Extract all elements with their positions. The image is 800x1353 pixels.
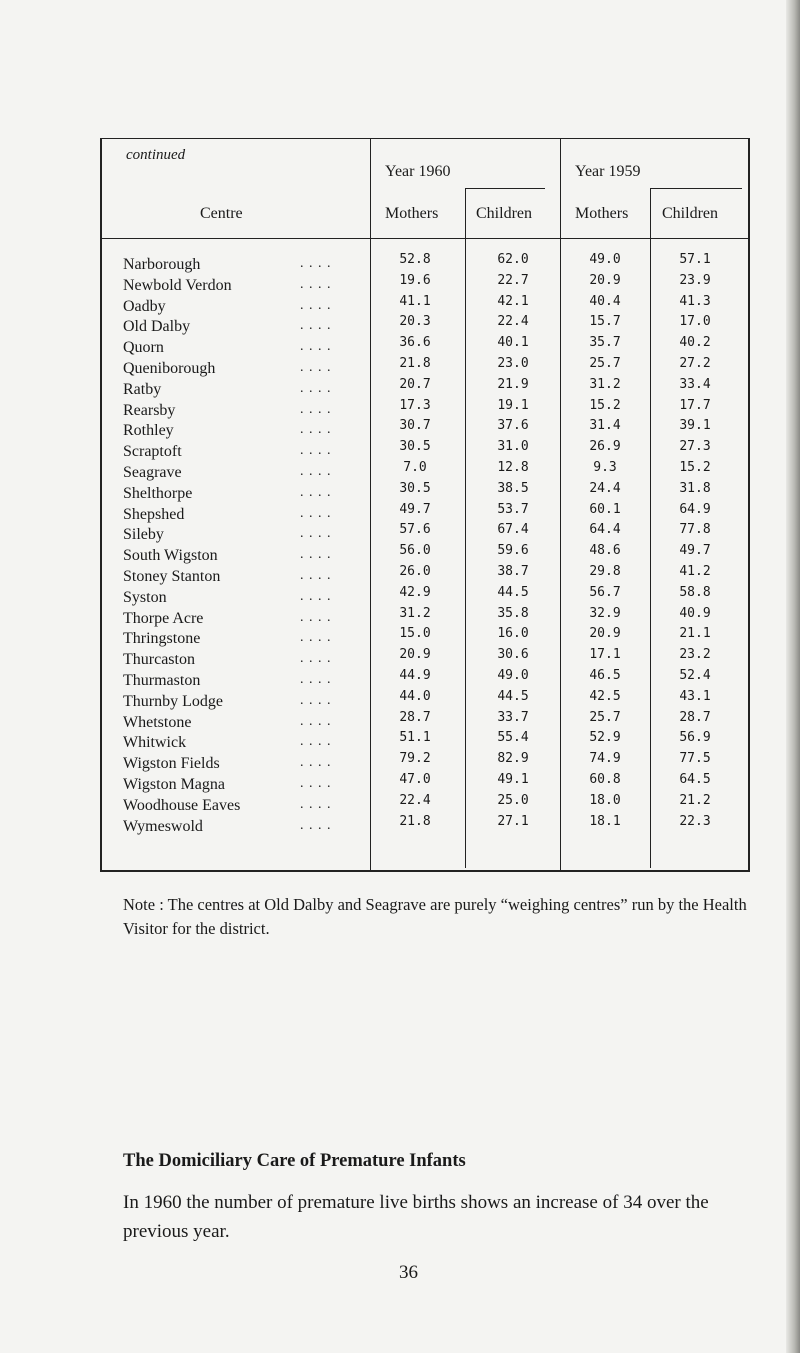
leader-dots: . . . . [300, 484, 332, 500]
mothers-1960-header: Mothers [385, 205, 439, 222]
value-c1960: 53.7 [497, 501, 529, 517]
value-c1959: 23.2 [679, 647, 711, 663]
value-m1959: 9.3 [593, 460, 617, 475]
value-c1960: 44.5 [497, 584, 529, 600]
centre-name: Queniborough [123, 360, 216, 377]
value-c1960: 49.0 [497, 668, 529, 683]
value-c1959: 77.8 [679, 522, 711, 538]
value-c1960: 16.0 [497, 626, 529, 642]
leader-dots: . . . . [300, 734, 332, 750]
value-m1960: 42.9 [399, 584, 431, 600]
value-c1959: 41.2 [679, 564, 711, 579]
value-m1959: 46.5 [589, 668, 621, 683]
page-number: 36 [399, 1262, 418, 1283]
centre-name: Whetstone [123, 713, 192, 731]
centre-name: Stoney Stanton [123, 568, 221, 585]
value-m1960: 49.7 [399, 501, 431, 517]
centre-name: Ratby [123, 380, 162, 398]
value-m1959: 64.4 [589, 522, 621, 538]
leader-dots: . . . . [300, 609, 332, 625]
value-c1960: 44.5 [497, 688, 529, 704]
value-c1959: 21.1 [679, 626, 711, 642]
value-m1959: 20.9 [589, 272, 621, 288]
value-m1960: 79.2 [399, 751, 431, 767]
centre-name: Narborough [123, 256, 201, 273]
value-m1959: 48.6 [589, 543, 621, 559]
value-c1960: 30.6 [497, 647, 529, 663]
value-m1959: 35.7 [589, 335, 621, 351]
value-c1960: 21.9 [497, 376, 529, 392]
value-m1960: 20.3 [399, 314, 431, 330]
centre-name: Wymeswold [123, 817, 203, 835]
value-m1959: 60.8 [589, 772, 621, 787]
value-m1959: 18.1 [589, 813, 621, 829]
leader-dots: . . . . [300, 276, 332, 292]
value-m1960: 52.8 [399, 252, 431, 267]
value-c1960: 40.1 [497, 335, 529, 351]
leader-dots: . . . . [300, 443, 332, 459]
value-c1960: 19.1 [497, 397, 529, 413]
value-c1960: 59.6 [497, 543, 529, 559]
value-c1960: 38.7 [497, 564, 529, 579]
centre-name: Thringstone [123, 630, 201, 648]
value-c1960: 38.5 [497, 480, 529, 496]
value-m1959: 56.7 [589, 584, 621, 600]
value-c1959: 27.2 [679, 356, 711, 371]
value-m1959: 18.0 [589, 792, 621, 808]
children-1959-header: Children [662, 205, 718, 222]
value-c1960: 82.9 [497, 751, 529, 767]
value-c1959: 31.8 [679, 480, 711, 496]
value-m1960: 41.1 [399, 293, 431, 309]
col-divider-centre [370, 138, 371, 872]
centre-name: Shepshed [123, 505, 185, 523]
leader-dots: . . . . [300, 817, 332, 833]
value-c1960: 67.4 [497, 522, 529, 538]
centre-name: Newbold Verdon [123, 276, 232, 294]
value-m1960: 30.5 [399, 480, 431, 496]
leader-dots: . . . . [300, 505, 332, 521]
year-1960-header: Year 1960 [385, 163, 451, 180]
centre-name: Thurcaston [123, 651, 195, 669]
value-m1960: 44.0 [399, 688, 431, 704]
centre-name: Seagrave [123, 464, 182, 481]
value-m1959: 49.0 [589, 252, 621, 267]
centre-name: Rothley [123, 422, 174, 440]
value-c1959: 17.0 [679, 314, 711, 330]
leader-dots: . . . . [300, 630, 332, 646]
centre-name: Sileby [123, 526, 164, 544]
continued-label: continued [126, 147, 186, 163]
leader-dots: . . . . [300, 360, 332, 375]
leader-dots: . . . . [300, 297, 332, 313]
centre-header: Centre [200, 205, 243, 222]
leader-dots: . . . . [300, 651, 332, 667]
value-m1960: 57.6 [399, 522, 431, 538]
value-c1960: 23.0 [497, 356, 529, 371]
value-m1959: 20.9 [589, 626, 621, 642]
value-m1959: 29.8 [589, 564, 621, 579]
value-m1960: 28.7 [399, 709, 431, 725]
value-m1959: 60.1 [589, 501, 621, 517]
value-m1960: 20.9 [399, 647, 431, 663]
centre-name: Thorpe Acre [123, 609, 204, 627]
value-c1960: 35.8 [497, 605, 529, 621]
centre-name: Old Dalby [123, 318, 191, 336]
value-m1960: 51.1 [399, 730, 431, 746]
leader-dots: . . . . [300, 318, 332, 334]
leader-dots: . . . . [300, 256, 332, 271]
value-c1959: 15.2 [679, 460, 711, 475]
value-m1959: 42.5 [589, 688, 621, 704]
leader-dots: . . . . [300, 422, 332, 438]
value-m1959: 25.7 [589, 356, 621, 371]
value-m1959: 24.4 [589, 480, 621, 496]
value-m1960: 26.0 [399, 564, 431, 579]
value-c1959: 28.7 [679, 709, 711, 725]
centre-name: Oadby [123, 297, 166, 315]
centre-name: Thurmaston [123, 672, 201, 689]
leader-dots: . . . . [300, 339, 332, 355]
value-m1960: 20.7 [399, 376, 431, 392]
value-m1959: 17.1 [589, 647, 621, 663]
year-1959-header: Year 1959 [575, 163, 641, 180]
mothers-1959-header: Mothers [575, 205, 629, 222]
value-m1960: 56.0 [399, 543, 431, 559]
value-m1960: 31.2 [399, 605, 431, 621]
value-m1959: 52.9 [589, 730, 621, 746]
value-c1959: 40.9 [679, 605, 711, 621]
value-m1959: 15.7 [589, 314, 621, 330]
value-c1960: 27.1 [497, 813, 529, 829]
value-c1959: 49.7 [679, 543, 711, 559]
leader-dots: . . . . [300, 672, 332, 687]
value-m1959: 25.7 [589, 709, 621, 725]
value-c1959: 64.9 [679, 501, 711, 517]
leader-dots: . . . . [300, 568, 332, 583]
value-c1959: 27.3 [679, 439, 711, 455]
page-edge-shadow [786, 0, 800, 1353]
leader-dots: . . . . [300, 588, 332, 604]
value-m1960: 44.9 [399, 668, 431, 683]
footnote: Note : The centres at Old Dalby and Seagrave are purely “weighing centres” run by the Health Visitor for the district. [123, 895, 747, 938]
leader-dots: . . . . [300, 776, 332, 791]
value-c1959: 39.1 [679, 418, 711, 434]
centre-name: Woodhouse Eaves [123, 796, 241, 814]
value-c1959: 40.2 [679, 335, 711, 351]
leader-dots: . . . . [300, 380, 332, 396]
value-c1960: 22.7 [497, 272, 529, 288]
value-c1960: 55.4 [497, 730, 529, 746]
leader-dots: . . . . [300, 464, 332, 479]
value-c1959: 58.8 [679, 584, 711, 600]
leader-dots: . . . . [300, 713, 332, 729]
value-c1960: 33.7 [497, 709, 529, 725]
value-c1959: 17.7 [679, 397, 711, 413]
year-1960-underline [465, 188, 545, 189]
body-paragraph: In 1960 the number of premature live births shows an increase of 34 over the previous year. [123, 1192, 709, 1242]
leader-dots: . . . . [300, 526, 332, 542]
value-m1960: 21.8 [399, 356, 431, 371]
value-c1959: 22.3 [679, 813, 711, 829]
value-c1959: 23.9 [679, 272, 711, 288]
value-m1960: 7.0 [403, 460, 427, 475]
value-m1960: 19.6 [399, 272, 431, 288]
value-m1959: 40.4 [589, 293, 621, 309]
centre-name: South Wigston [123, 547, 218, 565]
leader-dots: . . . . [300, 755, 332, 771]
value-c1960: 31.0 [497, 439, 529, 455]
value-m1960: 15.0 [399, 626, 431, 642]
value-c1960: 25.0 [497, 792, 529, 808]
value-c1959: 43.1 [679, 688, 711, 704]
col-divider-years [560, 138, 561, 872]
value-c1960: 42.1 [497, 293, 529, 309]
centre-name: Whitwick [123, 734, 187, 752]
value-c1960: 12.8 [497, 460, 529, 475]
value-m1960: 17.3 [399, 397, 431, 413]
value-c1959: 77.5 [679, 751, 711, 767]
value-m1960: 22.4 [399, 792, 431, 808]
col-divider-1959 [650, 188, 651, 868]
leader-dots: . . . . [300, 547, 332, 563]
centre-name: Shelthorpe [123, 484, 193, 502]
centre-name: Thurnby Lodge [123, 692, 223, 710]
value-c1959: 56.9 [679, 730, 711, 746]
value-c1959: 33.4 [679, 376, 711, 392]
leader-dots: . . . . [300, 692, 332, 708]
value-m1960: 21.8 [399, 813, 431, 829]
value-m1959: 31.4 [589, 418, 621, 434]
value-m1960: 47.0 [399, 772, 431, 787]
value-m1960: 30.5 [399, 439, 431, 455]
value-c1959: 52.4 [679, 668, 711, 683]
centre-name: Wigston Fields [123, 755, 220, 773]
header-bottom-rule [100, 238, 750, 239]
value-c1960: 49.1 [497, 772, 529, 787]
centre-name: Quorn [123, 339, 164, 357]
value-c1959: 41.3 [679, 293, 711, 309]
value-m1959: 15.2 [589, 397, 621, 413]
value-c1960: 22.4 [497, 314, 529, 330]
value-m1960: 30.7 [399, 418, 431, 434]
value-c1959: 57.1 [679, 252, 711, 267]
leader-dots: . . . . [300, 401, 332, 417]
centre-name: Rearsby [123, 401, 176, 419]
value-c1960: 37.6 [497, 418, 529, 434]
centre-name: Syston [123, 588, 167, 606]
centre-name: Wigston Magna [123, 776, 226, 793]
year-1959-underline [650, 188, 742, 189]
value-m1960: 36.6 [399, 335, 431, 351]
value-m1959: 26.9 [589, 439, 621, 455]
value-m1959: 32.9 [589, 605, 621, 621]
value-c1959: 64.5 [679, 772, 711, 787]
leader-dots: . . . . [300, 796, 332, 812]
value-c1959: 21.2 [679, 792, 711, 808]
value-m1959: 74.9 [589, 751, 621, 767]
section-title: The Domiciliary Care of Premature Infants [123, 1151, 466, 1171]
value-c1960: 62.0 [497, 252, 529, 267]
centre-name: Scraptoft [123, 443, 182, 461]
value-m1959: 31.2 [589, 376, 621, 392]
children-1960-header: Children [476, 205, 532, 222]
table-top-rule [100, 138, 750, 139]
col-divider-1960 [465, 188, 466, 868]
